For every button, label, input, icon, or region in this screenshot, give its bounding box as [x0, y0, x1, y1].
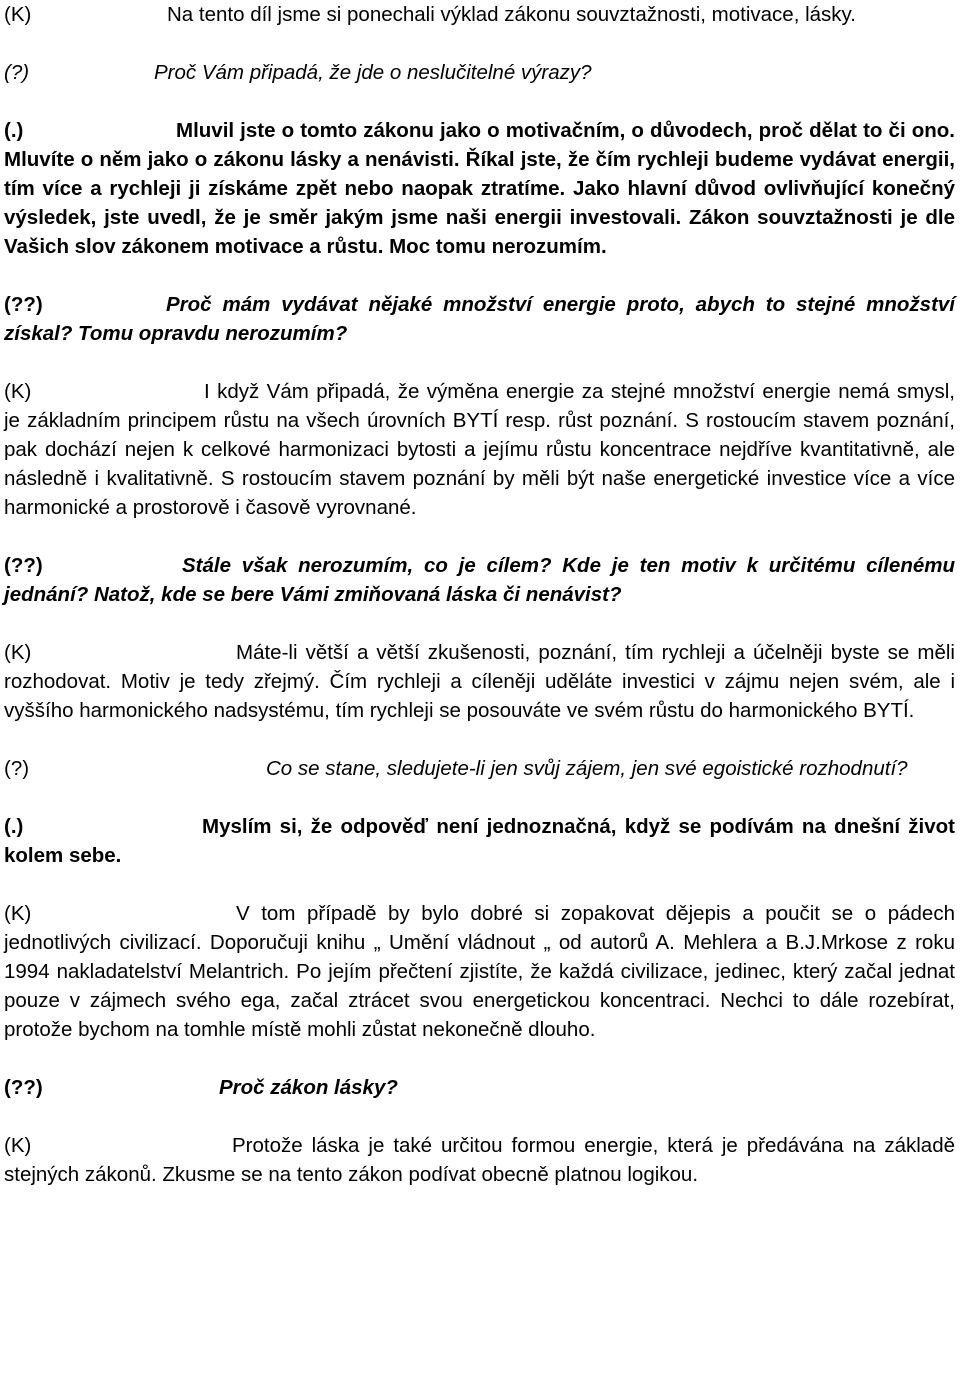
paragraph-9	[4, 812, 955, 870]
paragraph-text: Co se stane, sledujete-li jen svůj zájem, jen své egoistické rozhodnutí?	[266, 757, 908, 780]
speaker-tag: (K)	[4, 641, 32, 664]
paragraph-text: Na tento díl jsme si ponechali výklad zákonu souvztažnosti, motivace, lásky.	[167, 3, 856, 26]
speaker-tag: (.)	[4, 815, 24, 838]
paragraph-text: Myslím si, že odpověď není jednoznačná, když se podívám na dnešní život kolem sebe.	[4, 815, 955, 867]
paragraph-text: V tom případě by bylo dobré si zopakovat dějepis a poučit se o pádech jednotlivých civilizací. Doporučuji knihu „ Umění vládnout „ od autorů A. Mehlera a B.J.Mrkose z roku 1994 nakladatelství Melantrich. Po jejím přečtení zjistíte, že každá civilizace, jedinec, který začal jednat pouze v zájmech svého ega, začal ztrácet svou energetickou koncentraci. Nechci to dále rozebírat, protože bychom na tomhle místě mohli zůstat nekonečně dlouho.	[4, 902, 955, 1041]
speaker-tag: (K)	[4, 902, 32, 925]
speaker-tag: (?)	[4, 61, 30, 84]
paragraph-11	[4, 1073, 955, 1102]
paragraph-text: Stále však nerozumím, co je cílem? Kde je ten motiv k určitému cílenému jednání? Natož, kde se bere Vámi zmiňovaná láska či nenávist?	[4, 554, 955, 606]
paragraph-2	[4, 58, 955, 87]
paragraph-text: Proč zákon lásky?	[219, 1076, 398, 1099]
paragraph-text: Proč mám vydávat nějaké množství energie proto, abych to stejné množství získal? Tomu opravdu nerozumím?	[4, 293, 955, 345]
speaker-tag: (K)	[4, 3, 32, 26]
speaker-tag: (??)	[4, 554, 43, 577]
speaker-tag: (K)	[4, 380, 32, 403]
paragraph-8	[4, 754, 955, 783]
paragraph-text: Mluvil jste o tomto zákonu jako o motivačním, o důvodech, proč dělat to či ono. Mluvíte o něm jako o zákonu lásky a nenávisti. Říkal jste, že čím rychleji budeme vydávat energii, tím více a rychleji ji získáme zpět nebo naopak ztratíme. Jako hlavní důvod ovlivňující konečný výsledek, jste uvedl, že je směr jakým jsme naši energii investovali. Zákon souvztažnosti je dle Vašich slov zákonem motivace a růstu. Moc tomu nerozumím.	[4, 119, 955, 258]
paragraph-text: I když Vám připadá, že výměna energie za stejné množství energie nemá smysl, je základním principem růstu na všech úrovních BYTÍ resp. růst poznání. S rostoucím stavem poznání, pak dochází nejen k celkové harmonizaci bytosti a jejímu růstu koncentrace nejdříve kvantitativně, ale následně i kvalitativně. S rostoucím stavem poznání by měli být naše energetické investice více a více harmonické a prostorově i časově vyrovnané.	[4, 380, 955, 519]
paragraph-4	[4, 290, 955, 348]
speaker-tag: (.)	[4, 119, 24, 142]
speaker-tag: (??)	[4, 1076, 43, 1099]
speaker-tag: (K)	[4, 1134, 32, 1157]
paragraph-10	[4, 899, 955, 1044]
paragraph-text: Protože láska je také určitou formou energie, která je předávána na základě stejných zákonů. Zkusme se na tento zákon podívat obecně platnou logikou.	[4, 1134, 955, 1186]
paragraph-3	[4, 116, 955, 261]
paragraph-12	[4, 1131, 955, 1189]
speaker-tag: (?)	[4, 757, 30, 780]
document-body	[4, 0, 955, 1218]
speaker-tag: (??)	[4, 293, 43, 316]
paragraph-1	[4, 0, 955, 29]
paragraph-6	[4, 551, 955, 609]
paragraph-5	[4, 377, 955, 522]
paragraph-7	[4, 638, 955, 725]
paragraph-text: Máte-li větší a větší zkušenosti, poznání, tím rychleji a účelněji byste se měli rozhodovat. Motiv je tedy zřejmý. Čím rychleji a cíleněji uděláte investici v zájmu nejen svém, ale i vyššího harmonického nadsystému, tím rychleji se posouváte ve svém růstu do harmonického BYTÍ.	[4, 641, 955, 722]
paragraph-text: Proč Vám připadá, že jde o neslučitelné výrazy?	[154, 61, 592, 84]
